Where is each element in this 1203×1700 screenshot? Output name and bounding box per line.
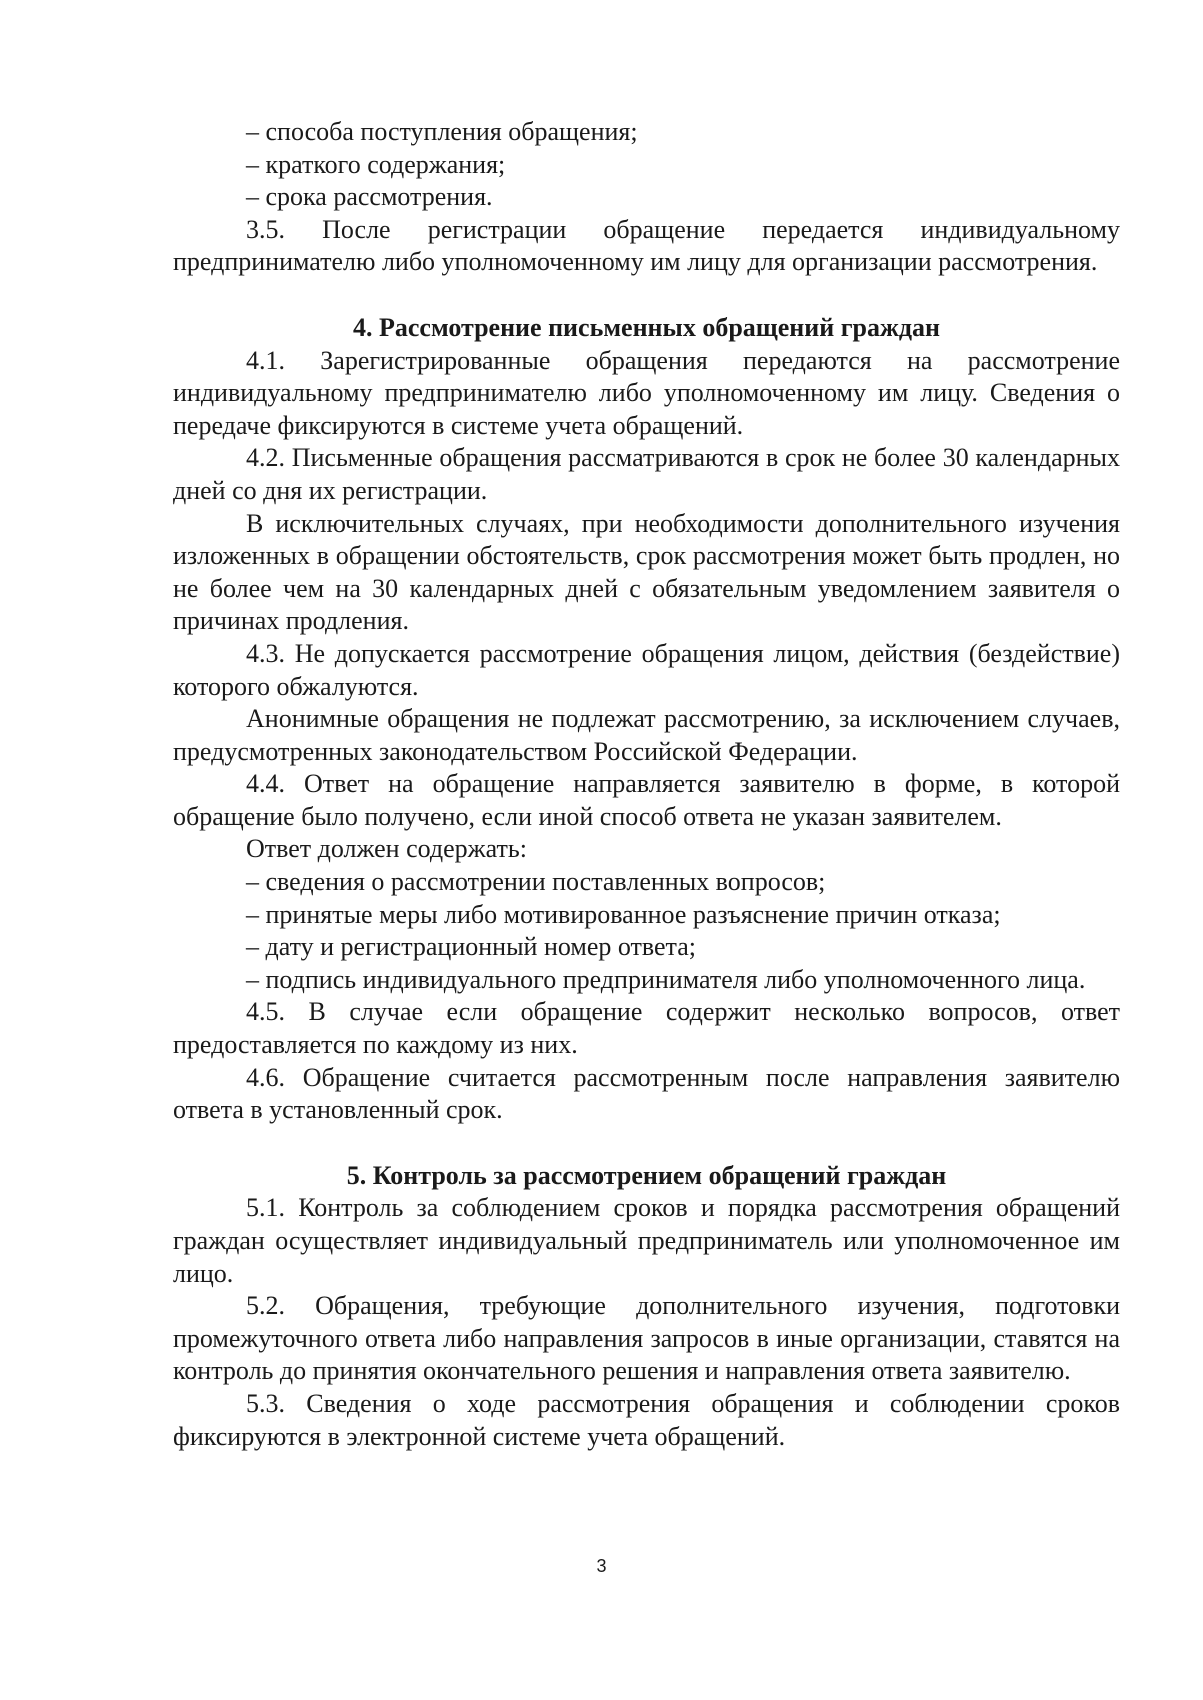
- list-item: – сведения о рассмотрении поставленных вопросов;: [246, 867, 826, 897]
- paragraph-4-2: 4.2. Письменные обращения рассматриваются в срок не более 30 календарных дней со дня их регистрации.: [173, 443, 1120, 505]
- paragraph-4-1: 4.1. Зарегистрированные обращения передаются на рассмотрение индивидуальному предпринимателю либо уполномоченному им лицу. Сведения о передаче фиксируются в системе учета обращений.: [173, 345, 1120, 440]
- paragraph-4-4: 4.4. Ответ на обращение направляется заявителю в форме, в которой обращение было получено, если иной способ ответа не указан заявителем.: [173, 769, 1120, 831]
- list-item: – способа поступления обращения;: [246, 117, 638, 146]
- section-spacer: [173, 279, 1120, 312]
- paragraph-4-2-exception: В исключительных случаях, при необходимости дополнительного изучения изложенных в обращении обстоятельств, срок рассмотрения может быть продлен, но не более чем на 30 календарных дней с обязательным уведомлением заявителя о причинах продления.: [173, 508, 1120, 636]
- section-5-heading: 5. Контроль за рассмотрением обращений граждан: [346, 1160, 947, 1190]
- paragraph-5-3: 5.3. Сведения о ходе рассмотрения обращения и соблюдении сроков фиксируются в электронной системе учета обращений.: [173, 1388, 1120, 1451]
- list-item: – подпись индивидуального предпринимателя либо уполномоченного лица.: [246, 964, 1086, 994]
- document-body: [173, 116, 1120, 1453]
- section-4-heading: 4. Рассмотрение письменных обращений граждан: [353, 312, 940, 342]
- list-item: – краткого содержания;: [246, 149, 506, 179]
- paragraph-4-3: 4.3. Не допускается рассмотрение обращения лицом, действия (бездействие) которого обжалуются.: [173, 638, 1120, 701]
- section-spacer: [173, 1127, 1120, 1160]
- paragraph-4-5: 4.5. В случае если обращение содержит несколько вопросов, ответ предоставляется по каждому из них.: [173, 997, 1120, 1060]
- list-item: – дату и регистрационный номер ответа;: [246, 932, 696, 962]
- paragraph-5-1: 5.1. Контроль за соблюдением сроков и порядка рассмотрения обращений граждан осуществляет индивидуальный предприниматель или уполномоченное им лицо.: [173, 1193, 1120, 1288]
- paragraph-4-6: 4.6. Обращение считается рассмотренным после направления заявителю ответа в установленный срок.: [173, 1062, 1120, 1125]
- paragraph-5-2: 5.2. Обращения, требующие дополнительного изучения, подготовки промежуточного ответа либо направления запросов в иные организации, ставятся на контроль до принятия окончательного решения и направления ответа заявителю.: [173, 1291, 1120, 1386]
- list-item: – принятые меры либо мотивированное разъяснение причин отказа;: [246, 899, 1001, 929]
- list-item: – срока рассмотрения.: [246, 182, 493, 212]
- page-number: 3: [596, 1556, 607, 1576]
- paragraph-4-4-contents: Ответ должен содержать:: [246, 834, 527, 864]
- paragraph-3-5: 3.5. После регистрации обращение передается индивидуальному предпринимателю либо уполномоченному им лицу для организации рассмотрения.: [173, 214, 1120, 277]
- paragraph-4-3-anonymous: Анонимные обращения не подлежат рассмотрению, за исключением случаев, предусмотренных законодательством Российской Федерации.: [173, 704, 1120, 766]
